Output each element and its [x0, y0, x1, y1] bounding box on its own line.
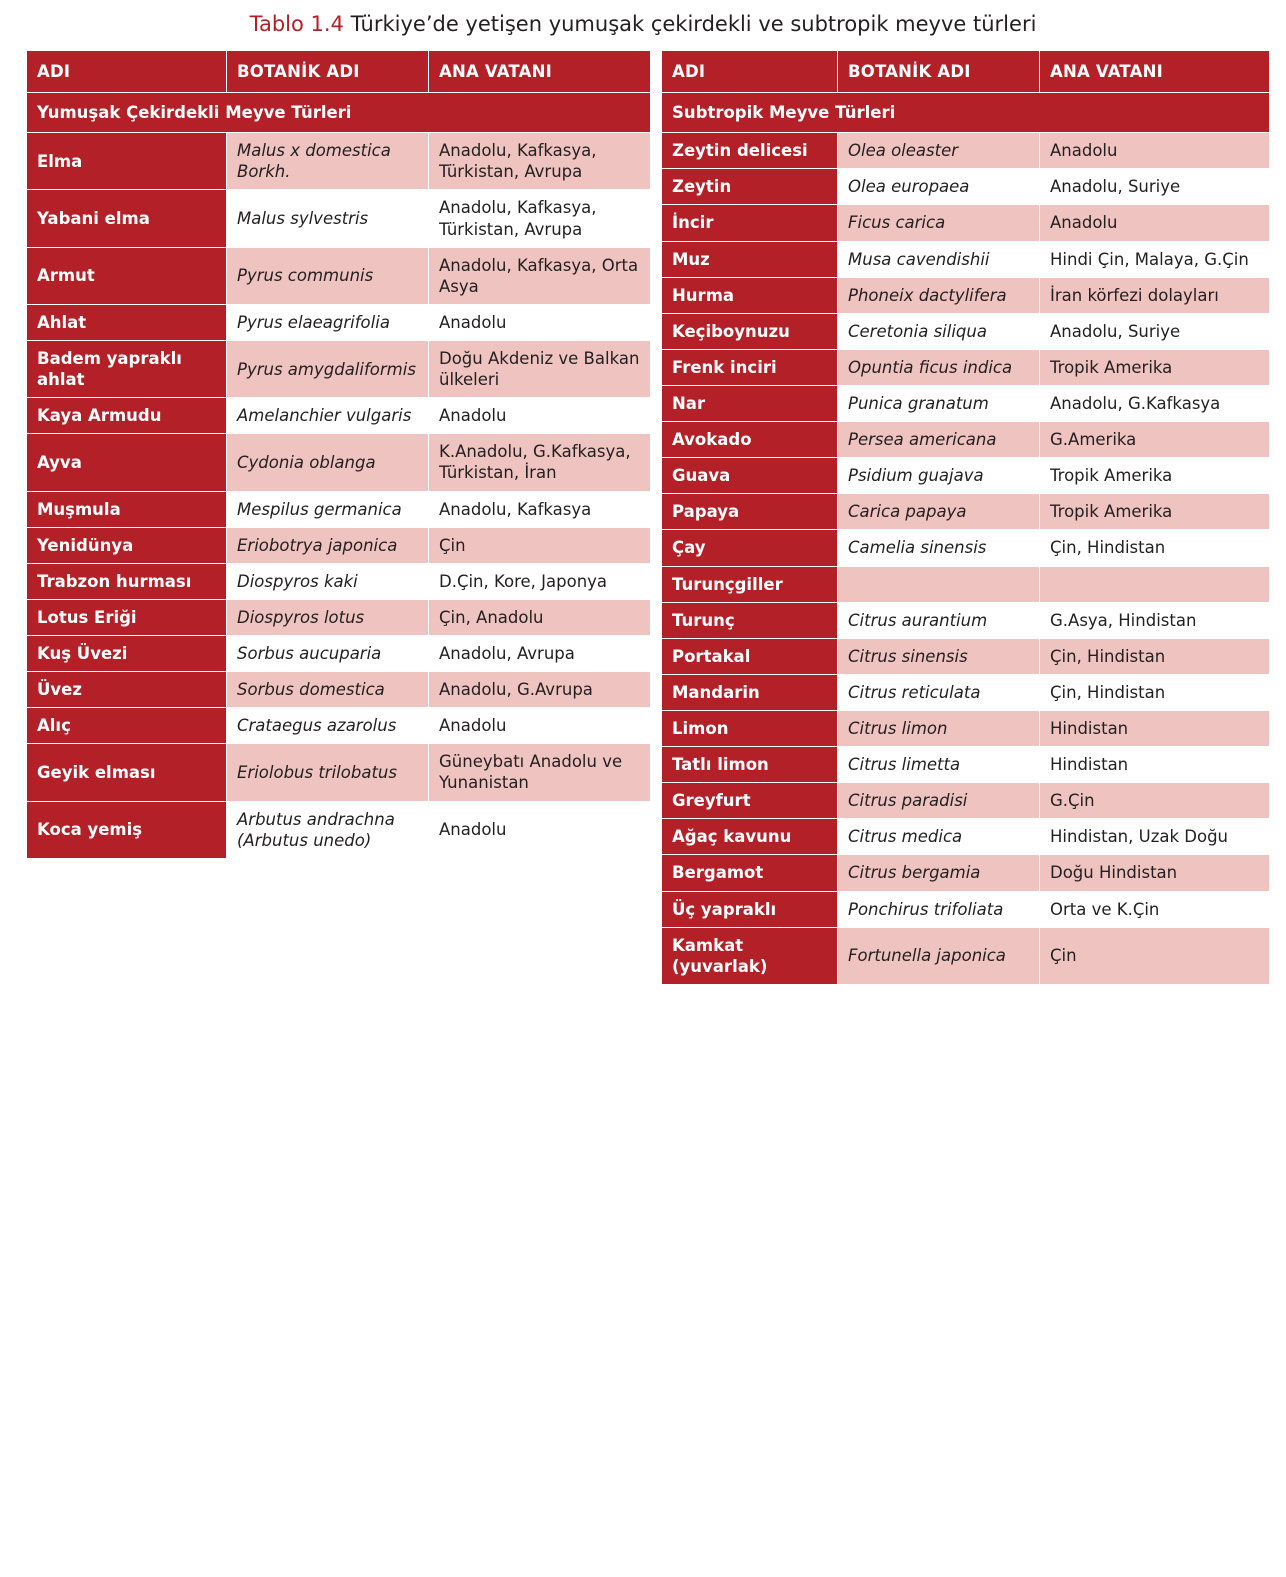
table-row: [662, 494, 1270, 530]
cell-botanical-name: Mespilus germanica: [227, 491, 429, 527]
cell-origin: Hindi Çin, Malaya, G.Çin: [1040, 241, 1270, 277]
cell-name: Muşmula: [27, 491, 227, 527]
right-header-origin: ANA VATANI: [1040, 51, 1270, 93]
table-row: [662, 638, 1270, 674]
cell-name: Limon: [662, 710, 838, 746]
cell-name: Muz: [662, 241, 838, 277]
cell-origin: Hindistan, Uzak Doğu: [1040, 819, 1270, 855]
cell-origin: Anadolu, Kafkasya, Türkistan, Avrupa: [429, 133, 651, 190]
cell-origin: Anadolu, G.Kafkasya: [1040, 385, 1270, 421]
cell-origin: Anadolu, Suriye: [1040, 169, 1270, 205]
cell-botanical-name: Amelanchier vulgaris: [227, 398, 429, 434]
cell-name: Tatlı limon: [662, 747, 838, 783]
table-row: [662, 674, 1270, 710]
cell-name: Yenidünya: [27, 527, 227, 563]
table-row: [662, 710, 1270, 746]
cell-name: Çay: [662, 530, 838, 566]
cell-origin: G.Çin: [1040, 783, 1270, 819]
cell-botanical-name: Ceretonia siliqua: [838, 313, 1040, 349]
cell-origin: Çin, Hindistan: [1040, 674, 1270, 710]
table-row: [662, 530, 1270, 566]
caption-text: Türkiye’de yetişen yumuşak çekirdekli ve subtropik meyve türleri: [350, 12, 1037, 36]
cell-origin: İran körfezi dolayları: [1040, 277, 1270, 313]
cell-name: Üvez: [27, 672, 227, 708]
cell-botanical-name: Malus x domestica Borkh.: [227, 133, 429, 190]
cell-name: Bergamot: [662, 855, 838, 891]
cell-botanical-name: [838, 566, 1040, 602]
left-table-body: [27, 51, 651, 859]
left-header-botanical: BOTANİK ADI: [227, 51, 429, 93]
cell-botanical-name: Citrus limetta: [838, 747, 1040, 783]
left-section-row: [27, 93, 651, 133]
cell-name: Kamkat (yuvarlak): [662, 927, 838, 984]
cell-botanical-name: Eriobotrya japonica: [227, 527, 429, 563]
table-row: [27, 491, 651, 527]
cell-origin: Anadolu: [429, 708, 651, 744]
cell-origin: Tropik Amerika: [1040, 494, 1270, 530]
cell-name: Kuş Üvezi: [27, 635, 227, 671]
cell-name: Portakal: [662, 638, 838, 674]
cell-botanical-name: Carica papaya: [838, 494, 1040, 530]
table-row: [27, 247, 651, 304]
table-row: [662, 891, 1270, 927]
cell-name: Kaya Armudu: [27, 398, 227, 434]
table-row: [662, 385, 1270, 421]
cell-botanical-name: Camelia sinensis: [838, 530, 1040, 566]
right-table-body: [662, 51, 1270, 985]
table-row: [662, 458, 1270, 494]
cell-botanical-name: Ficus carica: [838, 205, 1040, 241]
left-header-origin: ANA VATANI: [429, 51, 651, 93]
cell-origin: Anadolu: [429, 801, 651, 858]
right-table-header-row: [662, 51, 1270, 93]
table-row: [662, 205, 1270, 241]
cell-name: Ağaç kavunu: [662, 819, 838, 855]
table-row: [662, 313, 1270, 349]
cell-name: Elma: [27, 133, 227, 190]
cell-botanical-name: Opuntia ficus indica: [838, 349, 1040, 385]
table-row: [662, 747, 1270, 783]
cell-botanical-name: Citrus bergamia: [838, 855, 1040, 891]
cell-botanical-name: Olea oleaster: [838, 133, 1040, 169]
cell-origin: D.Çin, Kore, Japonya: [429, 563, 651, 599]
left-header-name: ADI: [27, 51, 227, 93]
cell-botanical-name: Citrus paradisi: [838, 783, 1040, 819]
cell-botanical-name: Diospyros kaki: [227, 563, 429, 599]
cell-name: Nar: [662, 385, 838, 421]
table-row: [662, 602, 1270, 638]
cell-origin: Orta ve K.Çin: [1040, 891, 1270, 927]
table-row: [662, 349, 1270, 385]
table-row: [662, 855, 1270, 891]
cell-botanical-name: Citrus limon: [838, 710, 1040, 746]
cell-origin: Anadolu: [429, 398, 651, 434]
table-row: [662, 566, 1270, 602]
cell-name: Hurma: [662, 277, 838, 313]
cell-botanical-name: Diospyros lotus: [227, 599, 429, 635]
table-row: [662, 133, 1270, 169]
cell-name: Alıç: [27, 708, 227, 744]
table-row: [27, 708, 651, 744]
cell-origin: Çin, Anadolu: [429, 599, 651, 635]
cell-botanical-name: Olea europaea: [838, 169, 1040, 205]
table-row: [27, 563, 651, 599]
cell-botanical-name: Persea americana: [838, 422, 1040, 458]
table-row: [662, 819, 1270, 855]
cell-origin: Doğu Hindistan: [1040, 855, 1270, 891]
table-row: [662, 927, 1270, 984]
cell-name: Badem yapraklı ahlat: [27, 340, 227, 397]
table-row: [662, 169, 1270, 205]
cell-origin: Çin, Hindistan: [1040, 638, 1270, 674]
cell-origin: Çin, Hindistan: [1040, 530, 1270, 566]
cell-origin: Anadolu: [1040, 133, 1270, 169]
cell-botanical-name: Citrus sinensis: [838, 638, 1040, 674]
right-section-title: Subtropik Meyve Türleri: [662, 93, 1270, 133]
cell-name: Lotus Eriği: [27, 599, 227, 635]
cell-origin: Anadolu, Kafkasya: [429, 491, 651, 527]
cell-name: Zeytin: [662, 169, 838, 205]
cell-origin: Çin: [1040, 927, 1270, 984]
cell-name: Trabzon hurması: [27, 563, 227, 599]
left-table: [26, 50, 651, 859]
cell-botanical-name: Citrus medica: [838, 819, 1040, 855]
cell-name: Ahlat: [27, 304, 227, 340]
cell-name: Üç yapraklı: [662, 891, 838, 927]
cell-origin: Güneybatı Anadolu ve Yunanistan: [429, 744, 651, 801]
cell-origin: Anadolu, Kafkasya, Orta Asya: [429, 247, 651, 304]
cell-botanical-name: Phoneix dactylifera: [838, 277, 1040, 313]
table-row: [27, 133, 651, 190]
left-section-title: Yumuşak Çekirdekli Meyve Türleri: [27, 93, 651, 133]
cell-botanical-name: Pyrus communis: [227, 247, 429, 304]
table-row: [27, 635, 651, 671]
table-row: [27, 304, 651, 340]
cell-botanical-name: Sorbus aucuparia: [227, 635, 429, 671]
cell-origin: Doğu Akdeniz ve Balkan ülkeleri: [429, 340, 651, 397]
cell-botanical-name: Psidium guajava: [838, 458, 1040, 494]
cell-name: Turunç: [662, 602, 838, 638]
table-caption: [0, 0, 1286, 50]
table-row: [27, 434, 651, 491]
cell-origin: Çin: [429, 527, 651, 563]
cell-botanical-name: Cydonia oblanga: [227, 434, 429, 491]
cell-botanical-name: Punica granatum: [838, 385, 1040, 421]
table-row: [662, 277, 1270, 313]
cell-name: Frenk inciri: [662, 349, 838, 385]
cell-name: Zeytin delicesi: [662, 133, 838, 169]
table-row: [27, 801, 651, 858]
cell-origin: Anadolu, Kafkasya, Türkistan, Avrupa: [429, 190, 651, 247]
table-row: [27, 398, 651, 434]
cell-name: Guava: [662, 458, 838, 494]
cell-name: İncir: [662, 205, 838, 241]
cell-name: Turunçgiller: [662, 566, 838, 602]
cell-origin: Hindistan: [1040, 747, 1270, 783]
cell-origin: Anadolu, Suriye: [1040, 313, 1270, 349]
cell-botanical-name: Crataegus azarolus: [227, 708, 429, 744]
cell-name: Armut: [27, 247, 227, 304]
table-row: [27, 599, 651, 635]
cell-name: Geyik elması: [27, 744, 227, 801]
right-header-botanical: BOTANİK ADI: [838, 51, 1040, 93]
cell-name: Yabani elma: [27, 190, 227, 247]
cell-origin: K.Anadolu, G.Kafkasya, Türkistan, İran: [429, 434, 651, 491]
left-table-header-row: [27, 51, 651, 93]
cell-name: Koca yemiş: [27, 801, 227, 858]
cell-botanical-name: Malus sylvestris: [227, 190, 429, 247]
table-row: [27, 527, 651, 563]
cell-botanical-name: Musa cavendishii: [838, 241, 1040, 277]
tables-container: [0, 50, 1286, 985]
cell-botanical-name: Sorbus domestica: [227, 672, 429, 708]
cell-origin: Anadolu: [429, 304, 651, 340]
table-row: [27, 672, 651, 708]
cell-origin: Hindistan: [1040, 710, 1270, 746]
table-row: [27, 190, 651, 247]
cell-botanical-name: Eriolobus trilobatus: [227, 744, 429, 801]
cell-origin: Anadolu: [1040, 205, 1270, 241]
cell-name: Greyfurt: [662, 783, 838, 819]
table-row: [662, 783, 1270, 819]
cell-origin: Tropik Amerika: [1040, 349, 1270, 385]
cell-botanical-name: Arbutus andrachna (Arbutus unedo): [227, 801, 429, 858]
table-row: [662, 241, 1270, 277]
cell-name: Mandarin: [662, 674, 838, 710]
cell-botanical-name: Citrus reticulata: [838, 674, 1040, 710]
cell-botanical-name: Ponchirus trifoliata: [838, 891, 1040, 927]
cell-origin: Anadolu, Avrupa: [429, 635, 651, 671]
cell-origin: G.Asya, Hindistan: [1040, 602, 1270, 638]
cell-name: Avokado: [662, 422, 838, 458]
cell-botanical-name: Pyrus amygdaliformis: [227, 340, 429, 397]
cell-name: Ayva: [27, 434, 227, 491]
cell-origin: Anadolu, G.Avrupa: [429, 672, 651, 708]
right-header-name: ADI: [662, 51, 838, 93]
cell-origin: G.Amerika: [1040, 422, 1270, 458]
table-row: [27, 340, 651, 397]
table-row: [662, 422, 1270, 458]
cell-name: Papaya: [662, 494, 838, 530]
cell-botanical-name: Citrus aurantium: [838, 602, 1040, 638]
right-table: [661, 50, 1270, 985]
caption-label: Tablo 1.4: [249, 12, 344, 36]
right-section-row: [662, 93, 1270, 133]
cell-name: Keçiboynuzu: [662, 313, 838, 349]
cell-botanical-name: Pyrus elaeagrifolia: [227, 304, 429, 340]
cell-origin: [1040, 566, 1270, 602]
cell-origin: Tropik Amerika: [1040, 458, 1270, 494]
table-row: [27, 744, 651, 801]
cell-botanical-name: Fortunella japonica: [838, 927, 1040, 984]
